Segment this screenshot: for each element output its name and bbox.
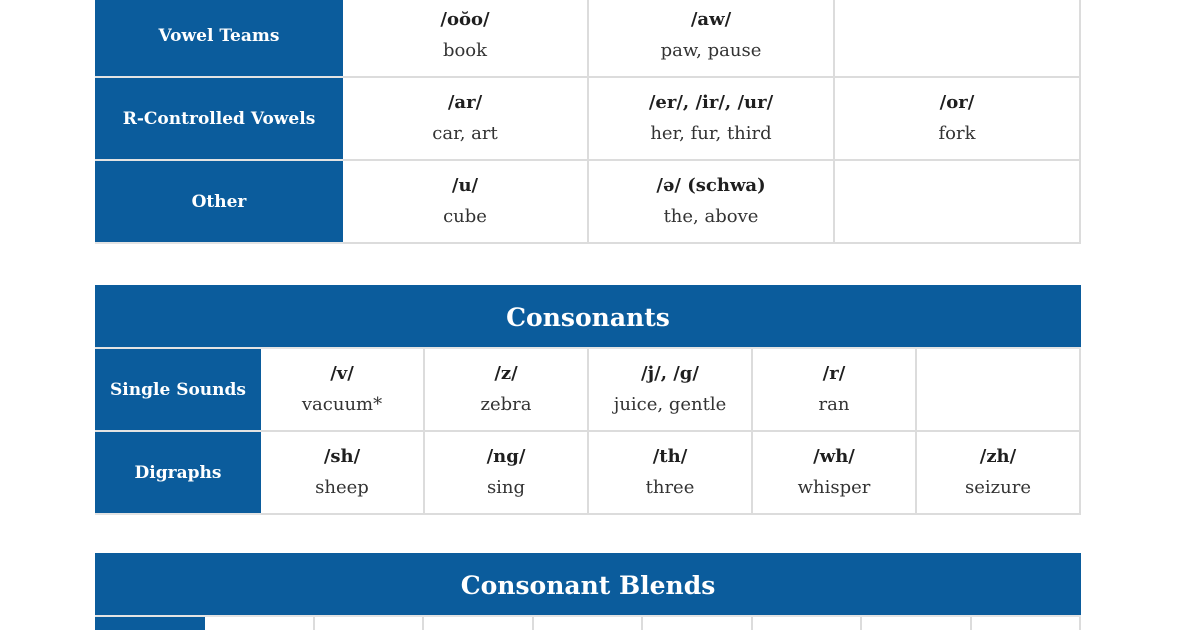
- section-title: Consonants: [96, 286, 1080, 348]
- example-words: sheep: [315, 476, 369, 498]
- sound-label: /sh/: [323, 445, 361, 467]
- phonics-cell: [588, 77, 834, 160]
- sound-label: /j/, /g/: [641, 362, 699, 384]
- example-words: sing: [486, 476, 526, 498]
- consonants-table: [95, 285, 1081, 515]
- phonics-cell: [588, 160, 834, 243]
- phonics-cell: [424, 431, 588, 514]
- phonics-cell: [916, 431, 1080, 514]
- empty-cell: [752, 616, 862, 630]
- table-row: [96, 431, 1080, 514]
- sound-label: /wh/: [813, 445, 855, 467]
- phonics-cell: [752, 431, 916, 514]
- vowels-table: [95, 0, 1081, 244]
- row-label: R-Controlled Vowels: [96, 77, 342, 160]
- sound-label: /ə/ (schwa): [656, 174, 766, 196]
- phonics-cell: [342, 0, 588, 77]
- example-words: paw, pause: [660, 40, 762, 61]
- table-row: [96, 348, 1080, 431]
- example-words: whisper: [797, 476, 871, 498]
- row-label: [96, 616, 204, 630]
- example-words: cube: [443, 205, 487, 227]
- example-words: fork: [938, 122, 976, 144]
- table-row: [96, 77, 1080, 160]
- example-words: vacuum*: [301, 393, 383, 415]
- example-words: juice, gentle: [613, 393, 727, 415]
- sound-label: /ar/: [447, 91, 483, 113]
- phonics-cell: [834, 77, 1080, 160]
- empty-cell: [642, 616, 752, 630]
- phonics-cell: [342, 77, 588, 160]
- row-label: Single Sounds: [96, 348, 260, 431]
- sound-label: /v/: [330, 362, 354, 384]
- phonics-cell: [260, 348, 424, 431]
- sound-label: /u/: [451, 174, 479, 196]
- sound-label: /or/: [939, 91, 975, 113]
- example-words: the, above: [663, 205, 759, 227]
- empty-cell: [916, 348, 1080, 431]
- empty-cell: [533, 616, 643, 630]
- sound-label: /th/: [652, 445, 688, 467]
- sound-label: /ng/: [486, 445, 526, 467]
- phonics-cell: [260, 431, 424, 514]
- example-words: three: [645, 476, 695, 498]
- empty-cell: [834, 0, 1080, 77]
- example-words: book: [442, 40, 488, 61]
- sound-label: /r/: [822, 362, 846, 384]
- empty-cell: [204, 616, 314, 630]
- phonics-cell: [424, 348, 588, 431]
- phonics-cell: [588, 431, 752, 514]
- sound-label: /z/: [494, 362, 518, 384]
- empty-cell: [834, 160, 1080, 243]
- example-words: seizure: [965, 476, 1031, 498]
- example-words: car, art: [432, 122, 498, 144]
- row-label: Other: [96, 160, 342, 243]
- consonant-blends-table: [95, 553, 1081, 630]
- table-row: [96, 160, 1080, 243]
- example-words: ran: [818, 393, 850, 415]
- example-words: her, fur, third: [650, 122, 772, 144]
- row-label: Vowel Teams: [96, 0, 342, 77]
- table-row: [96, 616, 1080, 630]
- table-row: [96, 0, 1080, 77]
- sound-label: /aw/: [690, 9, 732, 30]
- empty-cell: [971, 616, 1081, 630]
- sound-label: /er/, /ir/, /ur/: [648, 91, 774, 113]
- section-title: Consonant Blends: [96, 554, 1080, 616]
- empty-cell: [314, 616, 424, 630]
- phonics-cell: [588, 0, 834, 77]
- phonics-cell: [342, 160, 588, 243]
- phonics-cell: [588, 348, 752, 431]
- sound-label: /zh/: [979, 445, 1017, 467]
- row-label: Digraphs: [96, 431, 260, 514]
- empty-cell: [861, 616, 971, 630]
- empty-cell: [423, 616, 533, 630]
- phonics-cell: [752, 348, 916, 431]
- example-words: zebra: [480, 393, 532, 415]
- sound-label: /oŏo/: [440, 9, 490, 30]
